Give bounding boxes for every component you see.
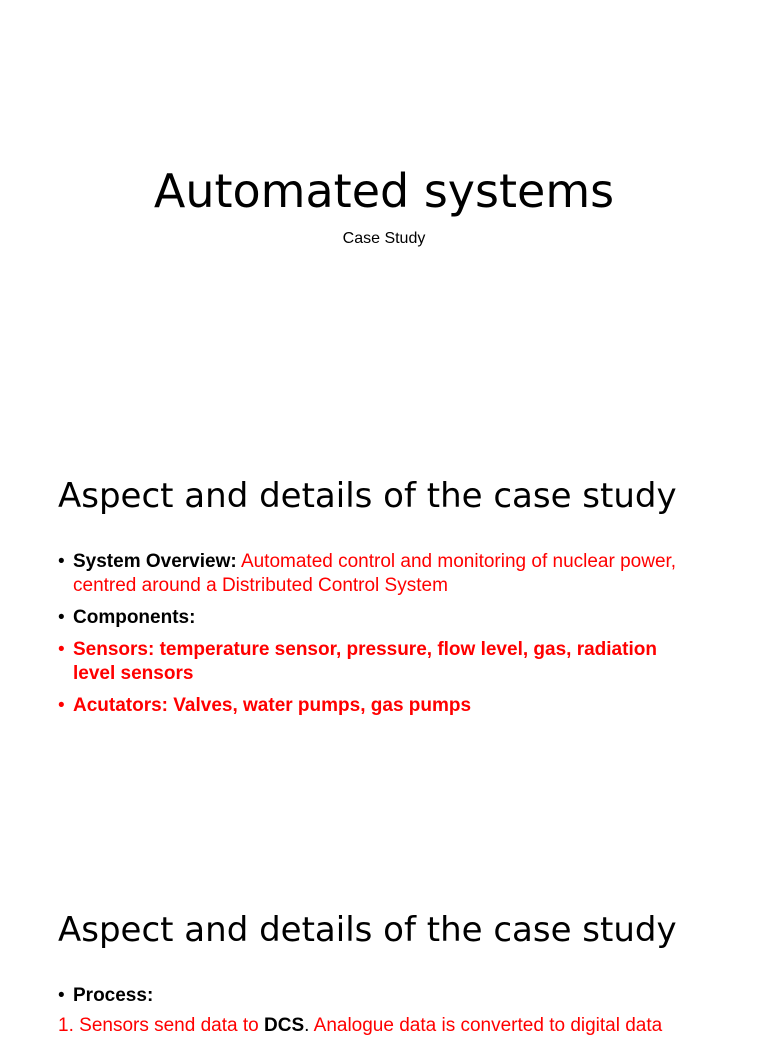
bullet-system-overview — [58, 550, 698, 598]
bullet-actuators — [58, 694, 698, 718]
bullet-components — [58, 606, 698, 630]
bullet-sensors — [58, 638, 698, 686]
bullet-list — [58, 984, 698, 1016]
item-highlight: DCS — [264, 1015, 305, 1036]
bullet-dot: • — [58, 607, 65, 628]
bullet-dot: • — [58, 551, 65, 572]
item-text-after: Analogue data is converted to digital data — [313, 1015, 663, 1036]
details-slide — [0, 430, 768, 864]
process-slide — [0, 864, 768, 1036]
bullet-dot: • — [58, 985, 65, 1006]
bullet-dot: • — [58, 695, 65, 716]
numbered-item: 1. Sensors send data to DCS. Analogue data is converted to digital data — [58, 1015, 663, 1036]
presentation-title: Automated systems — [153, 164, 615, 218]
bullet-text: Acutators: Valves, water pumps, gas pumps — [73, 695, 472, 716]
presentation-subtitle: Case Study — [342, 230, 426, 247]
title-slide — [0, 0, 768, 430]
item-text: Sensors send data to — [79, 1015, 259, 1036]
slide-heading: Aspect and details of the case study — [58, 910, 677, 950]
bullet-text: Automated control and monitoring of nuclear power, centred around a Distributed Control System — [73, 551, 677, 596]
item-number: 1. — [58, 1015, 74, 1036]
bullet-label: System Overview: — [73, 551, 237, 572]
bullet-text: Sensors: temperature sensor, pressure, flow level, gas, radiation level sensors — [73, 639, 657, 684]
bullet-dot: • — [58, 639, 65, 660]
bullet-list — [58, 550, 698, 726]
slide-heading: Aspect and details of the case study — [58, 476, 677, 516]
bullet-process — [58, 984, 698, 1008]
bullet-label: Process: — [73, 985, 154, 1006]
bullet-label: Components: — [73, 607, 196, 628]
